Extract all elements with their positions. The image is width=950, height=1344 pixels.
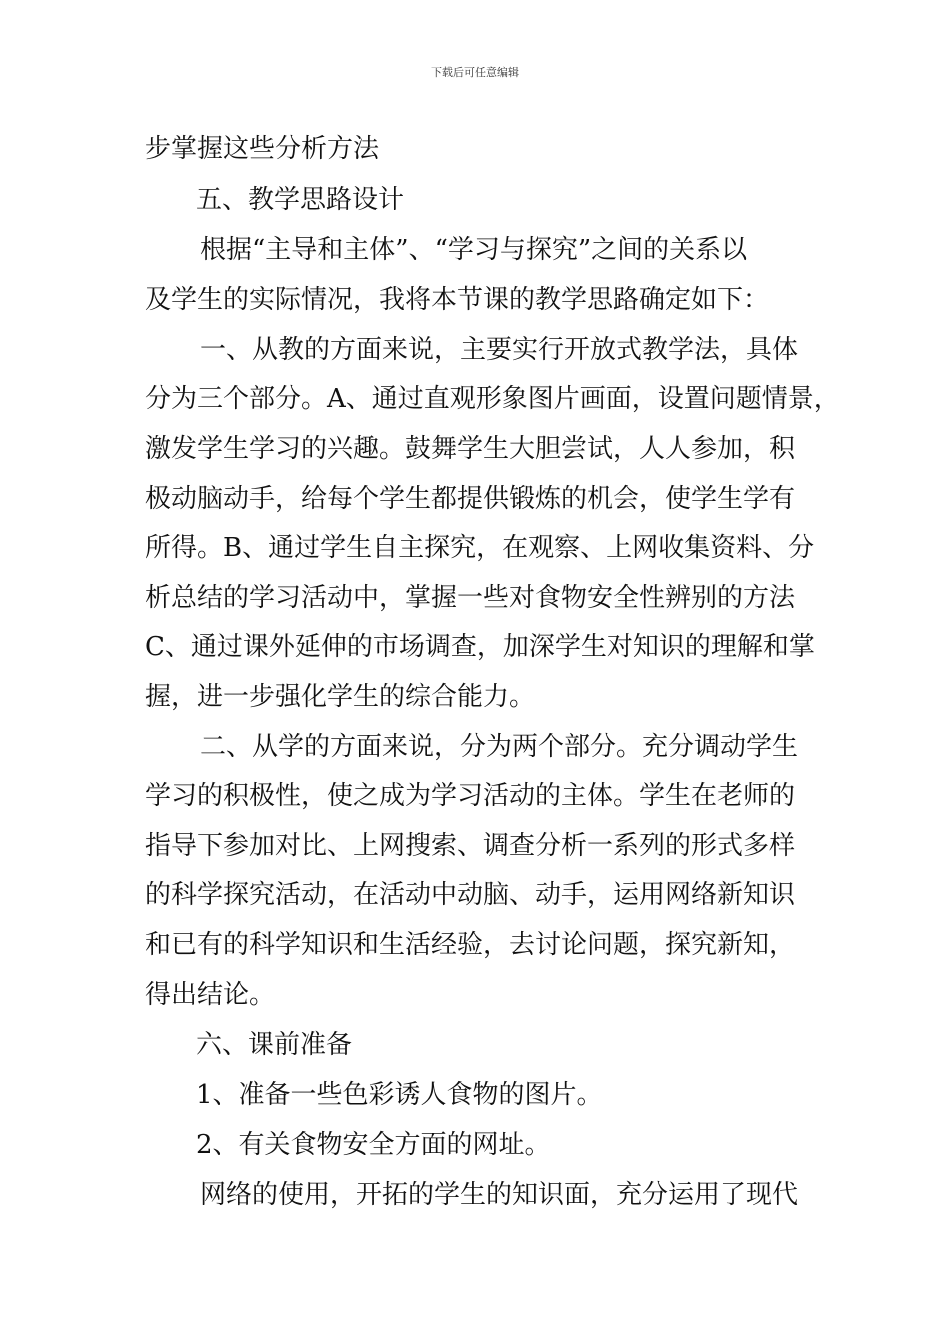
text-line: 指导下参加对比、上网搜索、调查分析一系列的形式多样 [145, 831, 796, 861]
text-line: 网络的使用，开拓的学生的知识面，充分运用了现代 [200, 1180, 799, 1210]
text-line: 和已有的科学知识和生活经验，去讨论问题，探究新知， [145, 930, 796, 960]
text-line: 的科学探究活动，在活动中动脑、动手，运用网络新知识 [145, 880, 796, 910]
text-line: 学习的积极性，使之成为学习活动的主体。学生在老师的 [145, 781, 796, 811]
text-line: 析总结的学习活动中，掌握一些对食物安全性辨别的方法 [145, 583, 796, 613]
text-line: 激发学生学习的兴趣。鼓舞学生大胆尝试，人人参加，积 [145, 434, 796, 464]
list-item: 2、有关食物安全方面的网址。 [196, 1130, 551, 1160]
text-line: 一、从教的方面来说，主要实行开放式教学法，具体 [200, 335, 799, 365]
text-line: 二、从学的方面来说，分为两个部分。充分调动学生 [200, 732, 799, 762]
section-heading: 五、教学思路设计 [196, 185, 405, 215]
text-line: 及学生的实际情况，我将本节课的教学思路确定如下： [145, 285, 770, 315]
list-item: 1、准备一些色彩诱人食物的图片。 [196, 1080, 603, 1110]
text-line: 所得。B、通过学生自主探究，在观察、上网收集资料、分 [145, 533, 815, 563]
text-line: 分为三个部分。A、通过直观形象图片画面，设置问题情景， [145, 384, 840, 414]
text-line: 握，进一步强化学生的综合能力。 [145, 682, 536, 712]
text-line: 步掌握这些分析方法 [145, 134, 380, 164]
text-line: C、通过课外延伸的市场调查，加深学生对知识的理解和掌 [145, 632, 815, 662]
text-line: 根据“主导和主体”、“学习与探究”之间的关系以 [200, 235, 748, 265]
page-header: 下载后可任意编辑 [431, 66, 519, 79]
text-line: 得出结论。 [145, 980, 276, 1010]
section-heading: 六、课前准备 [196, 1030, 353, 1060]
text-line: 极动脑动手，给每个学生都提供锻炼的机会，使学生学有 [145, 484, 796, 514]
